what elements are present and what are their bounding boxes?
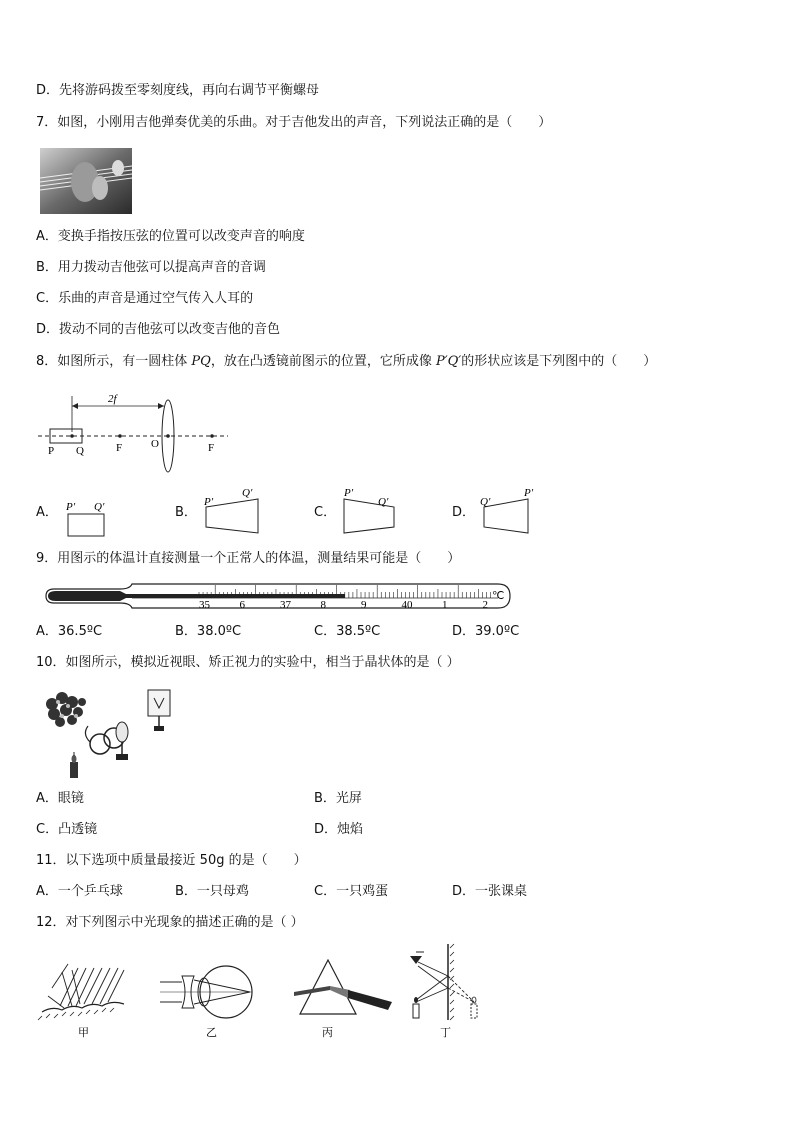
q9-stem: 9．用图示的体温计直接测量一个正常人的体温，测量结果可能是（ ） xyxy=(36,551,461,566)
thermometer-scale-label: 6 xyxy=(239,599,245,611)
thermometer-figure xyxy=(40,578,512,612)
q10-stem: 10．如图所示，模拟近视眼、矫正视力的实验中，相当于晶状体的是（ ） xyxy=(36,655,460,670)
q12-plane-mirror-figure xyxy=(404,942,488,1042)
q8-2f-label: 2f xyxy=(108,393,117,405)
q10-option-a: A．眼镜 xyxy=(36,791,84,806)
q11-option-a: A．一个乒乓球 xyxy=(36,884,123,899)
q7-option-d: D．拨动不同的吉他弦可以改变吉他的音色 xyxy=(36,322,281,337)
thermometer-scale-label: 37 xyxy=(280,599,291,611)
thermometer-scale-label: 35 xyxy=(199,599,210,611)
q10-option-c: C．凸透镜 xyxy=(36,822,98,837)
svg-text:P′: P′ xyxy=(204,496,214,508)
q12-stem: 12．对下列图示中光现象的描述正确的是（ ） xyxy=(36,915,304,930)
q8-option-a: A． xyxy=(36,505,58,520)
svg-text:Q′: Q′ xyxy=(94,501,105,513)
q8-option-d-figure xyxy=(478,487,544,539)
q9-option-c: C．38.5ºC xyxy=(314,624,381,639)
svg-text:Q′: Q′ xyxy=(480,496,491,508)
svg-text:P′: P′ xyxy=(524,487,534,499)
q10-option-d: D．烛焰 xyxy=(314,822,364,837)
q6-option-d: D．先将游码拨至零刻度线，再向右调节平衡螺母 xyxy=(36,83,320,98)
q7-option-a: A．变换手指按压弦的位置可以改变声音的响度 xyxy=(36,229,305,244)
q11-stem: 11．以下选项中质量最接近 50g 的是（ ） xyxy=(36,853,307,868)
q8-option-c-figure xyxy=(340,487,400,539)
svg-text:Q: Q xyxy=(76,445,84,457)
q12-prism-figure xyxy=(290,954,400,1042)
svg-text:P′: P′ xyxy=(344,487,354,499)
q8-lens-figure xyxy=(36,390,236,470)
svg-text:Q′: Q′ xyxy=(378,496,389,508)
thermometer-scale-label: 1 xyxy=(442,599,448,611)
svg-text:P: P xyxy=(48,445,55,457)
svg-text:F: F xyxy=(208,442,215,454)
q9-option-d: D．39.0ºC xyxy=(452,624,520,639)
q10-option-b: B．光屏 xyxy=(314,791,362,806)
q8-option-a-figure xyxy=(64,496,114,538)
svg-text:P′: P′ xyxy=(66,501,76,513)
q8-option-d: D． xyxy=(452,505,476,520)
q8-option-c: C． xyxy=(314,505,337,520)
thermometer-scale-label: 40 xyxy=(401,599,413,611)
svg-text:F: F xyxy=(116,442,123,454)
q9-option-a: A．36.5ºC xyxy=(36,624,103,639)
thermometer-scale-label: 8 xyxy=(320,599,326,611)
q11-option-d: D．一张课桌 xyxy=(452,884,528,899)
q7-option-c: C．乐曲的声音是通过空气传入人耳的 xyxy=(36,291,254,306)
guitar-photo xyxy=(40,148,132,214)
q11-option-b: B．一只母鸡 xyxy=(175,884,249,899)
q12-label-bing: 丙 xyxy=(322,1027,333,1039)
svg-text:Q′: Q′ xyxy=(242,487,253,499)
svg-text:O: O xyxy=(151,438,159,450)
thermometer-scale-label: 9 xyxy=(361,599,367,611)
q12-label-ding: 丁 xyxy=(440,1027,451,1039)
q9-option-b: B．38.0ºC xyxy=(175,624,242,639)
q7-option-b: B．用力拨动吉他弦可以提高声音的音调 xyxy=(36,260,266,275)
q10-experiment-figure xyxy=(40,686,180,784)
q8-stem: 8．如图所示，有一圆柱体 PQ，放在凸透镜前图示的位置，它所成像 P′Q′的形状应该是下列图中的（ ） xyxy=(36,354,657,369)
q12-label-yi: 乙 xyxy=(206,1027,217,1039)
q11-option-c: C．一只鸡蛋 xyxy=(314,884,389,899)
q8-option-b-figure xyxy=(202,487,262,539)
q8-option-b: B． xyxy=(175,505,197,520)
q12-diffuse-reflection-figure xyxy=(38,958,134,1042)
thermometer-scale-label: 2 xyxy=(482,599,488,611)
q12-label-jia: 甲 xyxy=(78,1027,89,1039)
celsius-unit: ℃ xyxy=(492,590,505,602)
q7-stem: 7．如图，小刚用吉他弹奏优美的乐曲。对于吉他发出的声音，下列说法正确的是（ ） xyxy=(36,115,552,130)
q12-eye-lens-figure xyxy=(158,958,268,1042)
